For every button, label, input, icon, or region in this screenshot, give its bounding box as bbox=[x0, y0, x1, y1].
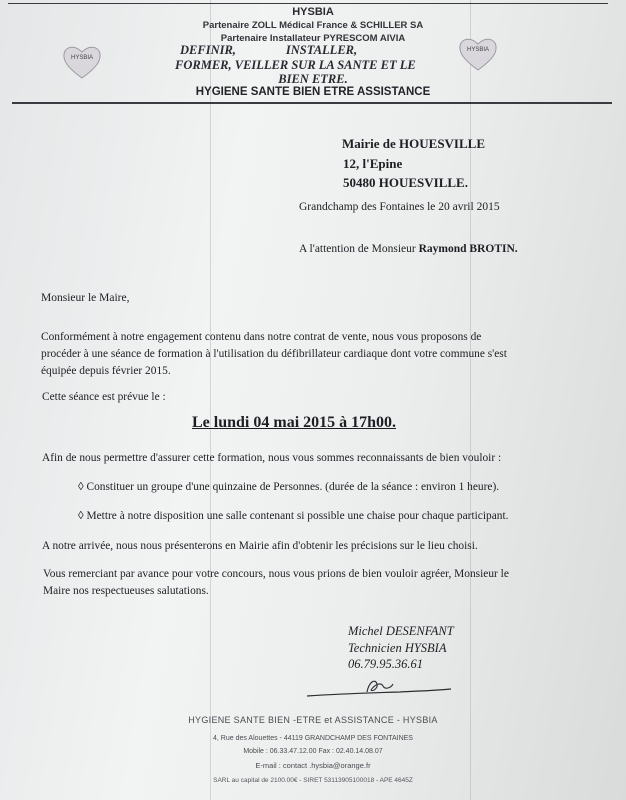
closing-line-1: Vous remerciant par avance pour votre concours, nous vous prions de bien vouloir agréer, Monsieur le bbox=[43, 568, 509, 580]
bullet-item bbox=[78, 479, 499, 496]
signature-title: Technicien HYSBIA bbox=[348, 641, 447, 655]
logo-text: HYSBIA bbox=[70, 55, 93, 61]
header-bottom-rule bbox=[12, 102, 612, 104]
bullet-text: Mettre à notre disposition une salle contenant si possible une chaise pour chaque participant. bbox=[86, 510, 509, 522]
logo-text: HYSBIA bbox=[466, 47, 489, 53]
footer-email: E-mail : contact .hysbia@orange.fr bbox=[255, 761, 371, 770]
footer-company: HYGIENE SANTE BIEN -ETRE et ASSISTANCE - HYSBIA bbox=[188, 715, 438, 725]
company-name: HYSBIA bbox=[292, 6, 334, 18]
partner-line-1: Partenaire ZOLL Médical France & SCHILLER SA bbox=[202, 20, 424, 31]
footer-phones: Mobile : 06.33.47.12.00 Fax : 02.40.14.08.07 bbox=[243, 748, 383, 755]
attention-prefix: A l'attention de Monsieur bbox=[299, 243, 416, 255]
arrival-paragraph: A notre arrivée, nous nous présenterons en Mairie afin d'obtenir les précisions sur le lieu choisi. bbox=[42, 540, 478, 552]
footer-legal: SARL au capital de 2100.00€ - SIRET 53113905100018 - APE 4645Z bbox=[213, 777, 413, 784]
signature-phone: 06.79.95.36.61 bbox=[348, 657, 423, 671]
tagline-line-1: DEFINIR, INSTALLER, bbox=[180, 43, 358, 57]
paragraph-1-line-3: équipée depuis février 2015. bbox=[41, 365, 171, 377]
attention-line bbox=[299, 243, 518, 255]
tagline-line-3: BIEN ETRE. bbox=[278, 72, 348, 86]
session-date: Le lundi 04 mai 2015 à 17h00. bbox=[192, 414, 397, 431]
handwritten-signature bbox=[305, 672, 455, 702]
footer-address: 4, Rue des Alouettes - 44119 GRANDCHAMP DES FONTAINES bbox=[213, 735, 413, 742]
bullet-item bbox=[78, 508, 508, 525]
recipient-name: Mairie de HOUESVILLE bbox=[342, 136, 486, 151]
header-top-rule bbox=[8, 3, 608, 4]
paragraph-1-line-2: procéder à une séance de formation à l'utilisation du défibrillateur cardiaque dont votre commune s'est bbox=[41, 348, 507, 360]
attention-name: Raymond BROTIN. bbox=[418, 243, 518, 255]
tagline-line-2: FORMER, VEILLER SUR LA SANTE ET LE bbox=[175, 58, 416, 72]
bullet-text: Constituer un groupe d'une quinzaine de Personnes. (durée de la séance : environ 1 heure). bbox=[86, 481, 500, 493]
partner-line-2: Partenaire Installateur PYRESCOM AIVIA bbox=[220, 33, 406, 44]
paper-crease bbox=[210, 0, 211, 800]
bullet-diamond-icon: ◊ bbox=[78, 481, 84, 493]
signature-name: Michel DESENFANT bbox=[348, 624, 454, 638]
session-intro: Cette séance est prévue le : bbox=[42, 391, 166, 403]
company-full-name: HYGIENE SANTE BIEN ETRE ASSISTANCE bbox=[195, 86, 431, 98]
paragraph-1-line-1: Conformément à notre engagement contenu dans notre contrat de vente, nous vous proposons de bbox=[41, 331, 482, 343]
salutation: Monsieur le Maire, bbox=[41, 292, 130, 304]
paper-crease bbox=[470, 0, 471, 800]
recipient-street: 12, l'Epine bbox=[343, 156, 403, 171]
request-intro: Afin de nous permettre d'assurer cette formation, nous vous sommes reconnaissants de bien vouloir : bbox=[42, 452, 502, 464]
recipient-city: 50480 HOUESVILLE. bbox=[343, 175, 468, 190]
closing-line-2: Maire nos respectueuses salutations. bbox=[43, 585, 209, 597]
bullet-diamond-icon: ◊ bbox=[78, 510, 84, 522]
date-line: Grandchamp des Fontaines le 20 avril 2015 bbox=[299, 201, 500, 213]
